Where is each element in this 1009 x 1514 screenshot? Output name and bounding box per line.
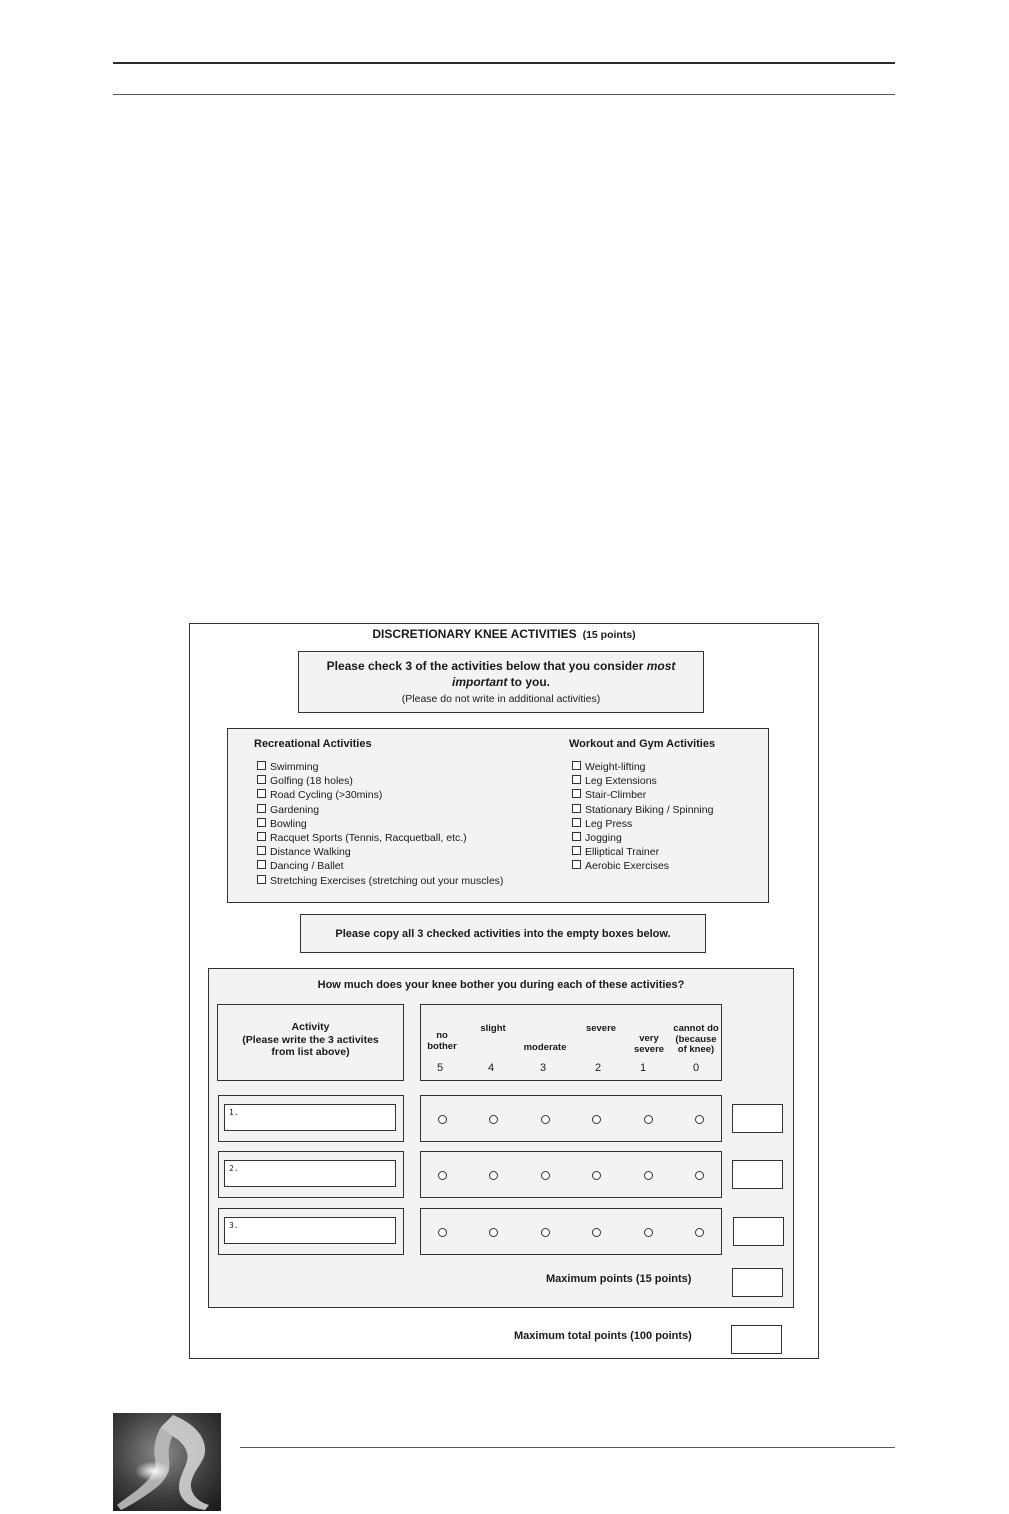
checkbox-item[interactable]	[572, 760, 713, 774]
checkbox-label: Stationary Biking / Spinning	[585, 803, 714, 816]
radio-option-0[interactable]	[695, 1171, 704, 1180]
checkbox-item[interactable]	[572, 859, 713, 873]
checkbox[interactable]	[257, 832, 266, 841]
checkbox[interactable]	[257, 846, 266, 855]
activity-column-header	[217, 1004, 404, 1081]
checkbox-item[interactable]	[572, 774, 713, 788]
score-box-1[interactable]	[732, 1104, 783, 1133]
checkbox-label: Jogging	[585, 832, 622, 845]
form-title-points: (15 points)	[582, 629, 636, 641]
checkbox[interactable]	[572, 818, 581, 827]
instruction-emphasis-most: most	[646, 659, 676, 673]
score-box-3[interactable]	[733, 1217, 784, 1246]
radio-option-5[interactable]	[438, 1115, 447, 1124]
scale-label-text: (because	[675, 1033, 717, 1045]
activity-header-line1: Activity	[291, 1021, 330, 1033]
checkbox-label: Swimming	[270, 761, 319, 773]
rating-row-3	[420, 1208, 722, 1255]
form-title-text: DISCRETIONARY KNEE ACTIVITIES	[372, 627, 577, 641]
rating-row-1	[420, 1095, 722, 1142]
checkbox-item[interactable]	[257, 831, 503, 845]
running-leg-icon	[113, 1413, 221, 1511]
radio-option-0[interactable]	[695, 1115, 704, 1124]
activity-lists-box	[227, 728, 769, 903]
checkbox-label: Bowling	[270, 817, 307, 830]
scale-label-text: very	[639, 1033, 659, 1044]
instruction-line2: to you.	[507, 675, 550, 689]
radio-option-4[interactable]	[489, 1228, 498, 1237]
workout-heading: Workout and Gym Activities	[569, 738, 716, 750]
scale-label-text: cannot do	[673, 1023, 719, 1034]
instruction-box-select	[298, 651, 704, 713]
checkbox-item[interactable]	[257, 874, 503, 888]
radio-option-3[interactable]	[541, 1228, 550, 1237]
checkbox-label: Leg Press	[585, 817, 633, 830]
scale-label-text: no	[436, 1030, 448, 1041]
scale-label-slight: slight	[480, 1023, 506, 1034]
instruction-note: (Please do not write in additional activities)	[401, 693, 601, 705]
checkbox-item[interactable]	[572, 803, 713, 817]
instruction-emphasis-important: important	[451, 675, 508, 689]
scale-label-moderate: moderate	[523, 1042, 567, 1053]
checkbox[interactable]	[257, 860, 266, 869]
radio-option-2[interactable]	[592, 1115, 601, 1124]
checkbox[interactable]	[572, 804, 581, 813]
checkbox-item[interactable]	[572, 788, 713, 802]
checkbox-label: Stretching Exercises (stretching out your muscles)	[270, 874, 504, 887]
checkbox-label: Weight-lifting	[585, 761, 646, 773]
checkbox-label: Leg Extensions	[585, 775, 657, 788]
radio-option-4[interactable]	[489, 1115, 498, 1124]
checkbox-item[interactable]	[257, 774, 503, 788]
checkbox[interactable]	[572, 775, 581, 784]
scale-label-text: of knee)	[677, 1044, 715, 1055]
scale-label-severe: severe	[585, 1023, 617, 1034]
footer-rule	[240, 1447, 895, 1448]
max-points-box[interactable]	[732, 1268, 783, 1297]
checkbox-item[interactable]	[257, 859, 503, 873]
checkbox-item[interactable]	[257, 760, 503, 774]
recreational-heading: Recreational Activities	[254, 738, 372, 750]
checkbox-label: Road Cycling (>30mins)	[270, 789, 383, 802]
radio-option-4[interactable]	[489, 1171, 498, 1180]
checkbox-item[interactable]	[572, 831, 713, 845]
checkbox-label: Aerobic Exercises	[585, 860, 670, 873]
radio-option-1[interactable]	[644, 1115, 653, 1124]
activity-input-1[interactable]: 1.	[224, 1104, 396, 1131]
checkbox[interactable]	[257, 789, 266, 798]
rating-question: How much does your knee bother you during each of these activities?	[317, 979, 685, 991]
checkbox[interactable]	[572, 832, 581, 841]
checkbox-item[interactable]	[257, 817, 503, 831]
scale-value: 4	[487, 1062, 495, 1074]
scale-header	[420, 1004, 722, 1081]
checkbox-item[interactable]	[257, 845, 503, 859]
scale-value: 2	[594, 1062, 602, 1074]
header-rule-thin	[113, 94, 895, 95]
scale-label-text: severe	[633, 1043, 665, 1055]
checkbox-item[interactable]	[257, 788, 503, 802]
activity-header-line3: from list above)	[271, 1046, 350, 1058]
recreational-list	[257, 760, 503, 888]
scale-label-no-bother	[423, 1031, 461, 1052]
checkbox[interactable]	[257, 818, 266, 827]
radio-option-3[interactable]	[541, 1115, 550, 1124]
scale-value: 5	[436, 1062, 444, 1074]
activity-input-3[interactable]: 3.	[224, 1217, 396, 1244]
checkbox-label: Distance Walking	[270, 846, 351, 859]
activity-header-line2: (Please write the 3 activites	[242, 1033, 379, 1046]
checkbox-item[interactable]	[572, 817, 713, 831]
checkbox-label: Dancing / Ballet	[270, 860, 344, 873]
radio-option-5[interactable]	[438, 1171, 447, 1180]
checkbox-item[interactable]	[572, 845, 713, 859]
checkbox[interactable]	[572, 860, 581, 869]
radio-option-3[interactable]	[541, 1171, 550, 1180]
radio-option-1[interactable]	[644, 1228, 653, 1237]
checkbox-item[interactable]	[257, 803, 503, 817]
max-points-label: Maximum points (15 points)	[546, 1273, 692, 1285]
activity-input-2[interactable]: 2.	[224, 1160, 396, 1187]
scale-value: 3	[539, 1062, 547, 1074]
form-title	[189, 627, 819, 641]
checkbox-label: Golfing (18 holes)	[270, 775, 353, 788]
checkbox[interactable]	[572, 846, 581, 855]
radio-option-2[interactable]	[592, 1171, 601, 1180]
checkbox[interactable]	[257, 875, 266, 884]
header-rule-thick	[113, 62, 895, 64]
scale-label-text: bother	[427, 1040, 457, 1052]
checkbox-label: Racquet Sports (Tennis, Racquetball, etc.)	[270, 832, 467, 845]
scale-label-very-severe	[628, 1034, 670, 1055]
checkbox[interactable]	[257, 804, 266, 813]
max-total-label: Maximum total points (100 points)	[514, 1330, 692, 1342]
instruction-line1: Please check 3 of the activities below that you consider	[326, 659, 647, 673]
activity-entry-row-2	[218, 1151, 404, 1198]
activity-entry-row-3	[218, 1208, 404, 1255]
radio-option-2[interactable]	[592, 1228, 601, 1237]
scale-value: 1	[639, 1062, 647, 1074]
score-box-2[interactable]	[732, 1160, 783, 1189]
checkbox[interactable]	[572, 789, 581, 798]
workout-list	[572, 760, 713, 874]
instruction-box-copy: Please copy all 3 checked activities into the empty boxes below.	[300, 914, 706, 953]
checkbox-label: Elliptical Trainer	[585, 846, 660, 859]
radio-option-1[interactable]	[644, 1171, 653, 1180]
checkbox-label: Gardening	[270, 803, 320, 816]
scale-value: 0	[692, 1062, 700, 1074]
radio-option-5[interactable]	[438, 1228, 447, 1237]
checkbox[interactable]	[572, 761, 581, 770]
max-total-box[interactable]	[731, 1325, 782, 1354]
scale-label-cannot-do	[671, 1024, 721, 1056]
radio-option-0[interactable]	[695, 1228, 704, 1237]
checkbox[interactable]	[257, 775, 266, 784]
checkbox-label: Stair-Climber	[585, 789, 647, 802]
checkbox[interactable]	[257, 761, 266, 770]
rating-row-2	[420, 1151, 722, 1198]
activity-entry-row-1	[218, 1095, 404, 1142]
